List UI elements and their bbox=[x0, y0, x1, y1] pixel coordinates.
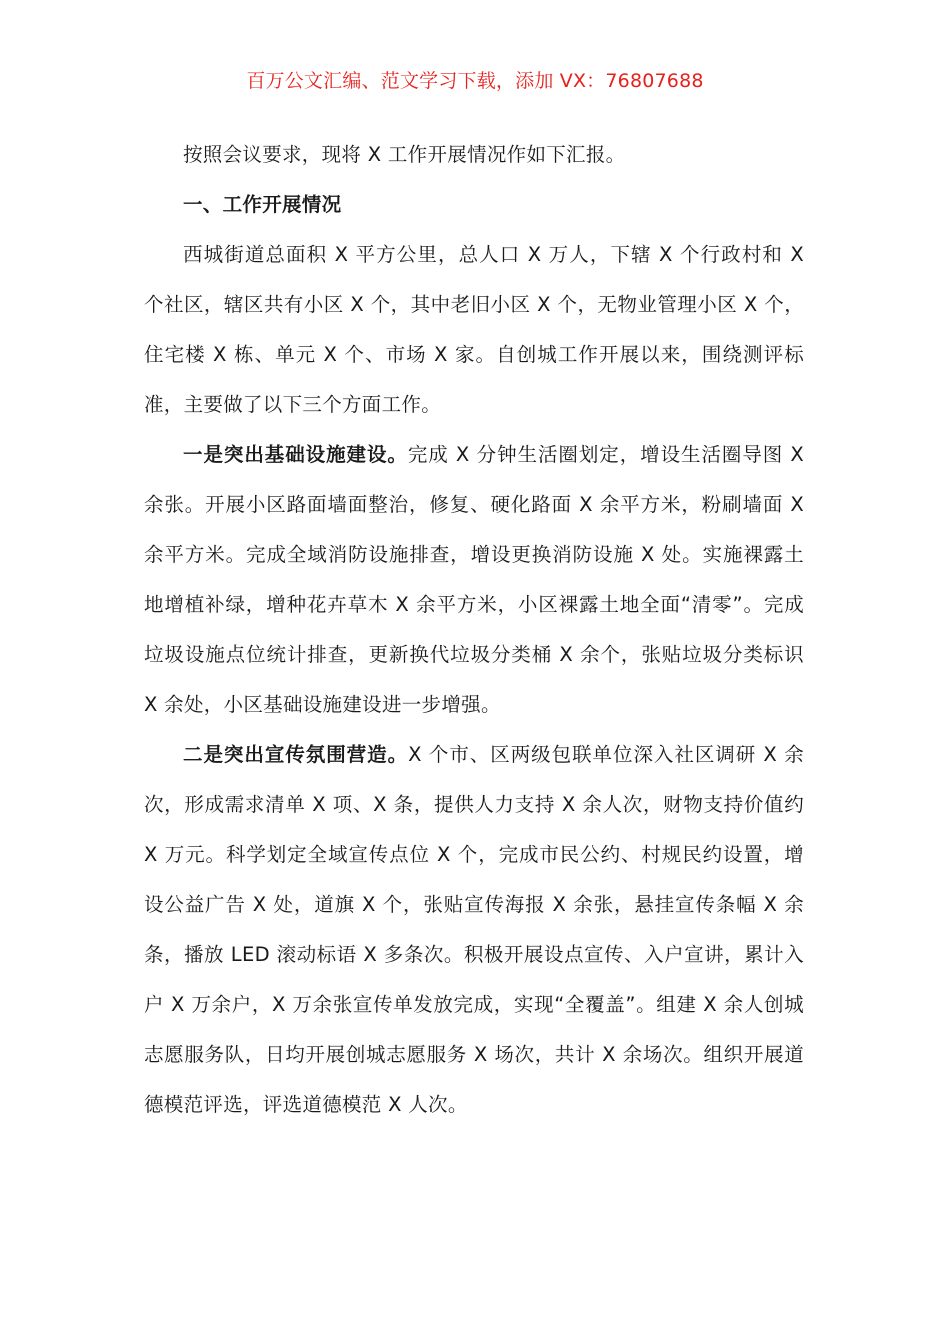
document-body bbox=[144, 130, 804, 1130]
point1-lead: 一是突出基础设施建设。 bbox=[183, 443, 408, 466]
point2-text: X 个市、区两级包联单位深入社区调研 X 余次，形成需求清单 X 项、X 条，提供人力支持 X 余人次，财物支持价值约 X 万元。科学划定全域宣传点位 X 个，完成市民公约、村规民约设置，增设公益广告 X 处，道旗 X 个，张贴宣传海报 X 余张，悬挂宣传条幅 X 余条，播放 LED 滚动标语 X 多条次。积极开展设点宣传、入户宣讲，累计入户 X 万余户，X 万余张宣传单发放完成，实现“全覆盖”。组建 X 余人创城志愿服务队，日均开展创城志愿服务 X 场次，共计 X 余场次。组织开展道德模范评选，评选道德模范 X 人次。 bbox=[144, 743, 804, 1116]
point2-paragraph bbox=[144, 730, 804, 1130]
overview-paragraph: 西城街道总面积 X 平方公里，总人口 X 万人，下辖 X 个行政村和 X 个社区，辖区共有小区 X 个，其中老旧小区 X 个，无物业管理小区 X 个，住宅楼 X 栋、单元 X 个、市场 X 家。自创城工作开展以来，围绕测评标准，主要做了以下三个方面工作。 bbox=[144, 243, 804, 416]
intro-paragraph: 按照会议要求，现将 X 工作开展情况作如下汇报。 bbox=[183, 143, 626, 166]
section-heading: 一、工作开展情况 bbox=[183, 193, 342, 216]
point1-text: 完成 X 分钟生活圈划定，增设生活圈导图 X 余张。开展小区路面墙面整治，修复、硬化路面 X 余平方米，粉刷墙面 X 余平方米。完成全域消防设施排查，增设更换消防设施 X 处。实施裸露土地增植补绿，增种花卉草木 X 余平方米，小区裸露土地全面“清零”。完成垃圾设施点位统计排查，更新换代垃圾分类桶 X 余个，张贴垃圾分类标识 X 余处，小区基础设施建设进一步增强。 bbox=[144, 443, 804, 716]
point1-paragraph bbox=[144, 430, 804, 730]
watermark-banner: 百万公文汇编、范文学习下载，添加 VX：76807688 bbox=[246, 70, 704, 92]
point2-lead: 二是突出宣传氛围营造。 bbox=[183, 743, 409, 766]
